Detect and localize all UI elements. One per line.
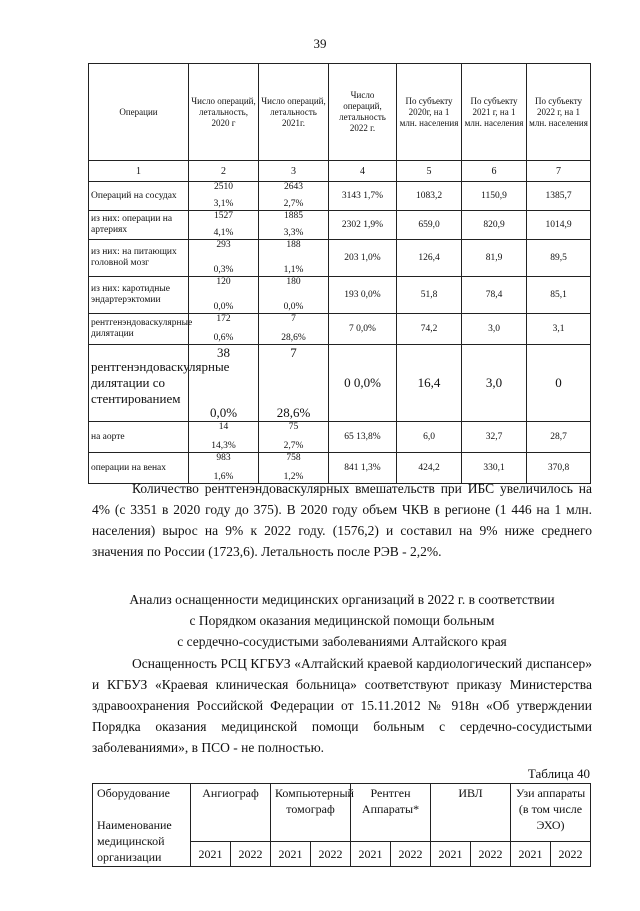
year-cell: 2022	[391, 842, 431, 867]
count-lethality-2021-cell	[259, 345, 329, 422]
equipment-table	[92, 783, 591, 867]
per-million-2020-cell	[397, 182, 462, 211]
cell-text: 1014,9	[545, 219, 572, 230]
table-row	[89, 422, 591, 453]
per-million-2021-cell	[462, 240, 527, 277]
cell-text: 0,0%	[209, 405, 238, 420]
cell-text: 1385,7	[545, 190, 572, 201]
equipment-header-row	[93, 784, 591, 842]
cell-text: 16,4	[417, 375, 441, 390]
per-million-2022-cell	[527, 211, 591, 240]
count-lethality-2021-cell	[259, 277, 329, 314]
cell-text: 293	[216, 240, 231, 250]
cell-text: 3143 1,7%	[341, 190, 384, 201]
cell-stack	[261, 211, 326, 239]
cell-text: 7 0,0%	[349, 323, 376, 334]
table-row	[89, 345, 591, 422]
count-lethality-2020-cell	[189, 240, 259, 277]
year-cell: 2022	[231, 842, 271, 867]
cell-stack	[261, 182, 326, 210]
cell-text: 0 0,0%	[344, 375, 381, 390]
operation-name-cell	[89, 314, 193, 345]
header-per-million-2021: По субъекту 2021 г, на 1 млн. населения	[462, 64, 527, 161]
year-cell: 2022	[471, 842, 511, 867]
year-cell: 2021	[271, 842, 311, 867]
cell-text: 330,1	[483, 462, 505, 473]
header-count-2020: Число операций, летальность, 2020 г	[189, 64, 259, 161]
cell-text: 14,3%	[211, 441, 236, 451]
table-row	[89, 182, 591, 211]
cell-text: 14	[218, 422, 229, 432]
cell-text: 1527	[214, 211, 233, 221]
per-million-2021-cell	[462, 211, 527, 240]
cell-text: 3,3%	[283, 228, 304, 238]
header-ct: Компьютерный томограф	[271, 784, 351, 842]
per-million-2022-cell	[527, 240, 591, 277]
count-lethality-2022-cell	[329, 422, 397, 453]
cell-text: 659,0	[418, 219, 440, 230]
cell-text: 983	[216, 453, 231, 463]
cell-text: 7	[291, 314, 296, 324]
cell-text: 3,1	[552, 323, 565, 334]
cell-text: 841 1,3%	[344, 462, 381, 473]
cell-text: 424,2	[418, 462, 440, 473]
table-caption: Таблица 40	[527, 766, 590, 781]
year-cell: 2021	[191, 842, 231, 867]
count-lethality-2021-cell	[259, 240, 329, 277]
count-lethality-2022-cell	[329, 211, 397, 240]
cell-text: 28,7	[550, 431, 567, 442]
cell-text: 1,2%	[283, 472, 304, 482]
cell-text: из них: на питающих головной мозг	[91, 247, 177, 268]
cell-text: 0,0%	[213, 302, 234, 312]
per-million-2020-cell	[397, 422, 462, 453]
operation-name-cell	[89, 240, 189, 277]
per-million-2020-cell	[397, 211, 462, 240]
cell-text: рентгенэндоваскулярные дилятации	[91, 318, 193, 339]
cell-text: 1,6%	[213, 472, 234, 482]
header-operations: Операции	[89, 64, 189, 161]
count-lethality-2022-cell	[329, 240, 397, 277]
operation-name-cell	[89, 182, 189, 211]
count-lethality-2020-cell	[189, 345, 259, 422]
per-million-2022-cell	[527, 182, 591, 211]
per-million-2022-cell	[527, 314, 591, 345]
per-million-2021-cell	[462, 314, 527, 345]
cell-text: 172	[216, 314, 231, 324]
table-row	[89, 211, 591, 240]
cell-stack	[191, 422, 256, 452]
per-million-2021-cell	[462, 277, 527, 314]
table-row	[89, 240, 591, 277]
cell-text: 1,1%	[283, 265, 304, 275]
cell-stack	[191, 314, 256, 344]
cell-stack	[261, 277, 326, 313]
header-count-2021: Число операций, летальность 2021г.	[259, 64, 329, 161]
column-number: 4	[329, 161, 397, 182]
operations-table	[88, 63, 591, 484]
column-number: 6	[462, 161, 527, 182]
per-million-2022-cell	[527, 345, 591, 422]
count-lethality-2020-cell	[189, 182, 259, 211]
cell-text: 180	[286, 277, 301, 287]
column-number: 3	[259, 161, 329, 182]
cell-text: 28,6%	[281, 333, 306, 343]
cell-text: 126,4	[418, 252, 440, 263]
cell-text: 81,9	[485, 252, 503, 263]
cell-text: 0,3%	[213, 265, 234, 275]
per-million-2021-cell	[462, 345, 527, 422]
count-lethality-2021-cell	[259, 422, 329, 453]
operations-table-header-row	[89, 64, 591, 161]
equipment-org-header: Оборудование Наименование медицинской организации	[93, 784, 191, 867]
cell-text: 89,5	[550, 252, 567, 263]
column-number: 7	[527, 161, 591, 182]
cell-text: 758	[286, 453, 301, 463]
cell-text: 2,7%	[283, 441, 304, 451]
count-lethality-2020-cell	[189, 277, 259, 314]
header-xray: Рентген Аппараты*	[351, 784, 431, 842]
count-lethality-2021-cell	[259, 314, 329, 345]
cell-text: 2510	[214, 182, 233, 192]
cell-text: 2302 1,9%	[341, 219, 384, 230]
table-row	[89, 314, 591, 345]
per-million-2021-cell	[462, 182, 527, 211]
cell-text: 2,7%	[283, 199, 304, 209]
paragraph-rev: Количество рентгенэндоваскулярных вмешательств при ИБС увеличилось на 4% (с 3351 в 2020 году до 375). В 2020 году объем ЧКВ в регионе (1 446 на 1 млн. населения) вырос на 9% к 2022 году. (1576,2) и составил на 9% ниже среднего значения по России (1723,6). Летальность после РЭВ - 2,2%.	[92, 481, 592, 559]
section-heading-line: с Порядком оказания медицинской помощи больным	[189, 613, 495, 628]
per-million-2020-cell	[397, 277, 462, 314]
cell-text: 3,0	[488, 323, 500, 334]
count-lethality-2021-cell	[259, 211, 329, 240]
operations-table-body	[89, 161, 591, 484]
cell-text: 74,2	[420, 323, 438, 334]
cell-text: 193 0,0%	[344, 289, 381, 300]
cell-text: 2643	[284, 182, 303, 192]
column-number: 2	[189, 161, 259, 182]
header-ultrasound: Узи аппараты (в том числе ЭХО)	[511, 784, 591, 842]
page-number: 39	[313, 36, 327, 51]
cell-text: 4,1%	[213, 228, 234, 238]
cell-stack	[191, 277, 256, 313]
cell-text: 6,0	[423, 431, 435, 442]
cell-text: 120	[216, 277, 231, 287]
per-million-2020-cell	[397, 314, 462, 345]
cell-text: 0	[555, 375, 562, 390]
year-cell: 2022	[311, 842, 351, 867]
section-heading	[92, 589, 592, 652]
cell-text: 32,7	[485, 431, 503, 442]
per-million-2021-cell	[462, 422, 527, 453]
cell-text: из них: операции на артериях	[91, 214, 173, 235]
cell-text: Операций на сосудах	[91, 190, 177, 201]
cell-text: 1150,9	[481, 190, 507, 201]
per-million-2022-cell	[527, 422, 591, 453]
cell-text: 78,4	[485, 289, 503, 300]
count-lethality-2022-cell	[329, 277, 397, 314]
operation-name-cell	[89, 422, 189, 453]
cell-stack	[261, 240, 326, 276]
count-lethality-2020-cell	[189, 422, 259, 453]
header-per-million-2022: По субъекту 2022 г, на 1 млн. населения	[527, 64, 591, 161]
header-per-million-2020: По субъекту 2020г, на 1 млн. населения	[397, 64, 462, 161]
cell-text: 28,6%	[276, 405, 311, 420]
table-row	[89, 277, 591, 314]
year-cell: 2021	[511, 842, 551, 867]
cell-stack	[261, 314, 326, 344]
operation-name-cell	[89, 277, 189, 314]
cell-text: 38	[217, 345, 230, 360]
cell-stack	[191, 345, 256, 421]
cell-text: 820,9	[483, 219, 505, 230]
count-lethality-2020-cell	[189, 314, 259, 345]
cell-text: 1083,2	[415, 190, 443, 201]
cell-stack	[261, 422, 326, 452]
cell-text: 203 1,0%	[344, 252, 381, 263]
cell-text: 3,1%	[213, 199, 234, 209]
cell-stack	[191, 211, 256, 239]
cell-text: 188	[286, 240, 301, 250]
cell-stack	[261, 345, 326, 421]
cell-text: 65 13,8%	[344, 431, 381, 442]
count-lethality-2021-cell	[259, 182, 329, 211]
header-ventilator: ИВЛ	[431, 784, 511, 842]
cell-text: 3,0	[485, 375, 503, 390]
cell-text: 75	[288, 422, 299, 432]
section-heading-line: с сердечно-сосудистыми заболеваниями Алтайского края	[177, 634, 507, 649]
paragraph-equipment: Оснащенность РСЦ КГБУЗ «Алтайский краевой кардиологический диспансер» и КГБУЗ «Краевая клиническая больница» соответствуют приказу Министерства здравоохранения Российской Федерации от 15.11.2012 № 918н «Об утверждении Порядка оказания медицинской помощи больным с сердечно-сосудистыми заболеваниями», в ПСО - не полностью.	[92, 656, 592, 755]
cell-text: рентгенэндоваскулярные дилятации со стентированием	[91, 359, 230, 406]
cell-text: из них: каротидные эндартерэктомии	[91, 284, 170, 305]
cell-stack	[191, 240, 256, 276]
cell-text: 370,8	[547, 462, 570, 473]
year-cell: 2022	[551, 842, 591, 867]
column-number: 1	[89, 161, 189, 182]
cell-text: 51,8	[420, 289, 438, 300]
operation-name-cell	[89, 211, 189, 240]
header-angiograph: Ангиограф	[191, 784, 271, 842]
count-lethality-2022-cell	[329, 314, 397, 345]
year-cell: 2021	[431, 842, 471, 867]
per-million-2022-cell	[527, 277, 591, 314]
cell-text: операции на венах	[91, 462, 167, 473]
cell-text: 1885	[284, 211, 303, 221]
cell-text: 85,1	[550, 289, 567, 300]
count-lethality-2022-cell	[329, 345, 397, 422]
column-number-row	[89, 161, 591, 182]
per-million-2020-cell	[397, 345, 462, 422]
per-million-2020-cell	[397, 240, 462, 277]
cell-text: 0,6%	[213, 333, 234, 343]
cell-text: 7	[290, 345, 297, 360]
section-heading-line: Анализ оснащенности медицинских организаций в 2022 г. в соответствии	[129, 592, 555, 607]
count-lethality-2020-cell	[189, 211, 259, 240]
year-cell: 2021	[351, 842, 391, 867]
column-number: 5	[397, 161, 462, 182]
header-count-2022: Число операций, летальность 2022 г.	[329, 64, 397, 161]
cell-text: на аорте	[91, 431, 125, 442]
count-lethality-2022-cell	[329, 182, 397, 211]
cell-text: 0,0%	[283, 302, 304, 312]
cell-stack	[191, 182, 256, 210]
